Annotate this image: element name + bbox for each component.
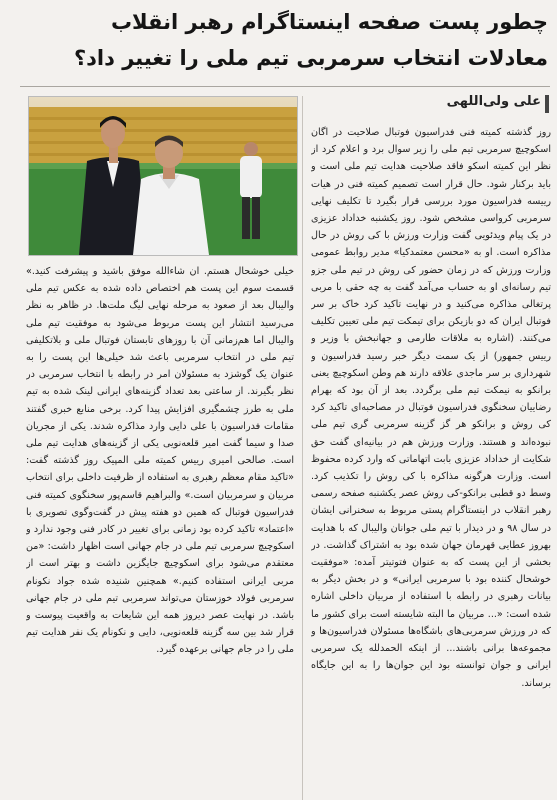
headline-rule xyxy=(20,86,550,87)
headline-line-2: معادلات انتخاب سرمربی تیم ملی را تغییر داد؟ xyxy=(73,46,548,70)
column-divider xyxy=(302,96,303,800)
paragraph: روز گذشته کمیته فنی فدراسیون فوتبال صلاحیت در اگان اسکوچیچ سرمربی تیم ملی را زیر سوال برد و اعلام کرد از نظر این کمیته اسکو فاقد صلاحیت هدایت تیم ملی است و باید برکنار شود. حال قرار است تصمیم کمیته فنی در هیات رییسه فدراسیون مورد بررسی قرار بگیرد تا تکلیف نهایی سرمربی کرواسی مشخص شود. روز یکشنبه خداداد عزیزی در یک پیام ویدئویی گفت وزارت ورزش با کی روش در حال مذاکره است. او به «محسن معتمدکیا» مدیر روابط عمومی وزارت ورزش که در زمان حضور کی روش در تیم ملی جزو تیم رسانه‌ای او به حساب می‌آمد گفت به چه حقی با مربی پرتغالی مذاکره می‌کنید و در نهایت تاکید کرد خاک بر سر فوتبال ایران که دو بازیکن برای تیمکت تیم ملی تعیین تکلیف می‌کنند. (اشاره به ملاقات طارمی و جهانبخش با وزیر و رییس جمهور) از یک سمت دیگر خبر رسید فدراسیون و شهرداری بر سر ماجدی علاقه دارند هم وطن اسکوچیچ یعنی برانکو به نیمکت تیم ملی برگردد. بعد از آن بود که بهرام رضاییان سخنگوی فدراسیون فوتبال در مصاحبه‌ای تاکید کرد کی روش و برانکو هر گز گزینه سرمربی گری تیم ملی نبوده‌اند و هستند. وزارت ورزش هم در بیانیه‌ای گفت حق شکایت از خداداد عزیزی بابت اتهاماتی که وارد کرده محفوظ است. وزارت هرگونه مذاکره با کی روش را تکذیب کرد. وسط دو قطبی برانکو-کی روش عصر یکشنبه صفحه رسمی رهبر انقلاب در اینستاگرام پستی مربوط به سخنرانی ایشان در سال ۹۸ و در دیدار با تیم ملی جوانان والیبال که با هدایت بهروز عطایی قهرمان جهان شده بود به اشتراک گذاشت. در بخشی از این پست که به عنوان فتوتیتر آمده: «موفقیت خوشحال کننده بود با سرمربی ایرانی» و در بخش دیگر به بیانات رهبری در رابطه با استفاده از مربیان داخلی اشاره شده است: «... مربیان ما البته شایسته است برای کشور ما که در ورزش سرمربی‌های باشگاه‌ها مسئولان فدراسیون‌ها و مجموعه‌ها برانی باشند... از اینکه الحمدلله یک سرمربی ایرانی و جوان توانسته بود این جوان‌ها را به این جایگاه برساند. xyxy=(311,127,551,689)
headline-line-1: چطور پست صفحه اینستاگرام رهبر انقلاب xyxy=(110,10,548,34)
photo-illustration xyxy=(29,97,297,255)
author-byline: علی ولی‌اللهی xyxy=(446,94,541,109)
article-headline xyxy=(36,4,548,76)
article-column-right xyxy=(311,124,551,800)
article-column-left xyxy=(26,263,294,800)
paragraph: خیلی خوشحال هستم. ان شاءالله موفق باشید و پیشرفت کنید.» قسمت سوم این پست هم اختصاص داده شده به عکس تیم ملی والیبال بعد از صعود به مرحله نهایی لیگ ملت‌ها. در ظاهر به نظر می‌رسید انتشار این پست مربوط می‌شود به موفقیت تیم ملی والیبال اما هم‌زمانی آن با روزهای تابستان فوتبال ملی و بلاتکلیفی تیم ملی در انتخاب سرمربی باعث شد خیلی‌ها این پست را به عنوان یک گوشزد به مسئولان امر در رابطه با انتخاب سرمربی در نظر بگیرند. از ساعتی بعد تعداد گزینه‌های ایرانی لینک شده به تیم ملی به طرز چشمگیری افزایش پیدا کرد. برخی منابع خبری گفتند مقامات فدراسیون با علی دایی وارد مذاکره شدند. یکی از مجریان صدا و سیما گفت امیر قلعه‌نویی یکی از گزینه‌های هدایت تیم ملی است. صالحی امیری رییس کمیته ملی المپیک روز گذشته گفت: «تاکید مقام معظم رهبری به استفاده از ظرفیت داخلی برای انتخاب مربیان و سرمربیان است.» والبراهیم قاسم‌پور سخنگوی کمیته فنی فدراسیون فوتبال که همین دو هفته پیش در گفت‌وگوی تصویری با «اعتماد» تاکید کرده بود زمانی برای تغییر در کادر فنی وجود ندارد و اسکوچیچ سرمربی تیم ملی در جام جهانی است اظهار داشت: «من معتقدم می‌شود برای اسکوچیچ جایگزین داشت و بهتر است از مربی ایرانی استفاده کنیم.» همچنین شنیده شده جواد نکونام سرمربی فولاد خوزستان می‌تواند سرمربی تیم ملی در جام جهانی باشد. در نهایت عصر دیروز همه این شایعات به واقعیت پیوست و قرار شد بین سه گزینه قلعه‌نویی، دایی و نکونام یک نفر هدایت تیم ملی را در جام جهانی برعهده گیرد. xyxy=(26,266,294,656)
article-photo xyxy=(28,96,298,256)
byline-marker xyxy=(545,95,549,113)
byline-bar xyxy=(305,88,557,118)
